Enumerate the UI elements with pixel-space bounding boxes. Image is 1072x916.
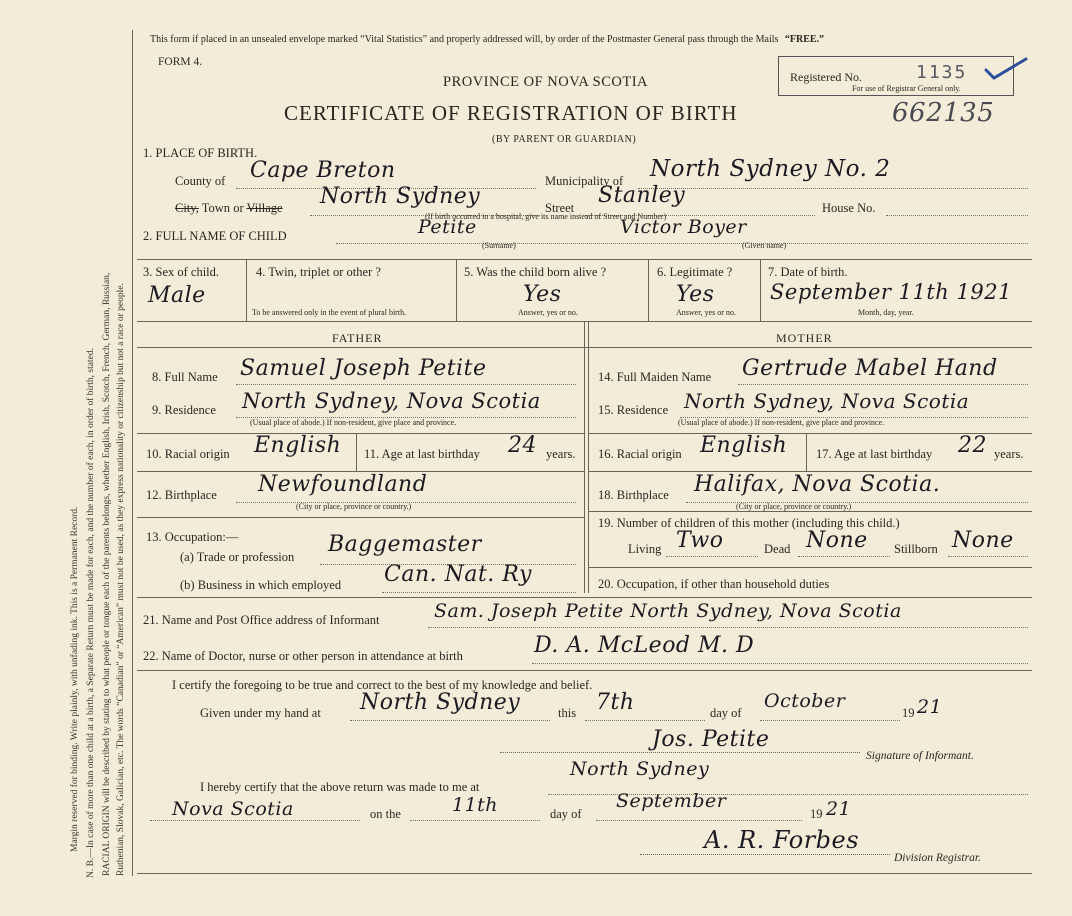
sex-label: 3. Sex of child. [143,265,220,279]
margin-line [132,30,133,876]
dead-label: Dead [764,542,791,556]
signature-label: Signature of Informant. [866,750,974,762]
certify-year: 21 [917,696,943,718]
registrar-place2-line [150,820,360,821]
registrar-month-line [596,820,802,821]
town-value: North Sydney [320,184,481,209]
handwritten-number: 662135 [892,98,995,128]
sex-value: Male [148,283,206,308]
day-of-label: day of [710,706,742,720]
province-heading: PROVINCE OF NOVA SCOTIA [443,74,648,90]
legit-value: Yes [676,282,715,307]
registered-label: Registered No. [790,70,862,84]
informant-value: Sam. Joseph Petite North Sydney, Nova Scotia [434,600,902,622]
doctor-bottom-border [137,670,1032,671]
parents-divider-2 [588,321,589,593]
living-line [666,556,758,557]
mother-age-value: 22 [958,433,987,458]
child-surname: Petite [418,216,477,238]
father-trade-value: Baggemaster [328,532,482,557]
date-label: 7. Date of birth. [768,265,848,279]
mother-birth-label: 18. Birthplace [598,488,669,502]
month-line [760,720,900,721]
row-top-border [137,259,1032,260]
date-note: Month, day, year. [858,308,914,317]
municipality-label: Municipality of [545,174,624,188]
mother-row-border-3 [588,511,1032,512]
given-caption: (Given name) [742,241,787,250]
mother-years-label: years. [994,447,1024,461]
mother-res-label: 15. Residence [598,403,669,417]
father-age-divider [356,433,357,471]
street-label: Street [545,201,575,215]
street-value: Stanley [598,183,686,208]
signature-line [500,752,860,753]
side-note-3: RACIAL ORIGIN will be described by stating to what people or tongue each of the parents belongs, whether English, Irish, Scotch, French, German, Russian, [102,272,112,876]
registrar-year: 21 [826,798,852,820]
father-occ-label: 13. Occupation:— [146,530,239,544]
mail-notice-free: “FREE.” [784,34,825,45]
living-label: Living [628,542,662,556]
child-given-name: Victor Boyer [620,216,747,238]
mother-res-value: North Sydney, Nova Scotia [684,389,970,413]
registrar-day-line [410,820,540,821]
mother-name-line [738,384,1028,385]
registrar-place2: Nova Scotia [172,798,294,820]
hospital-note: (If birth occurred in a hospital, give its name instead of Street and Number) [425,212,667,221]
on-the-label: on the [370,807,401,821]
father-business-line [382,592,576,593]
twin-note: To be answered only in the event of plural birth. [252,308,407,317]
informant-line [428,627,1028,628]
doctor-label: 22. Name of Doctor, nurse or other person in attendance at birth [143,649,463,663]
registrar-day: 11th [452,794,499,816]
father-racial-label: 10. Racial origin [146,447,230,461]
given-line [350,720,550,721]
registered-sublabel: For use of Registrar General only. [852,84,961,93]
mother-children-label: 19. Number of children of this mother (including this child.) [598,516,900,530]
father-name-line [236,384,576,385]
mother-birth-value: Halifax, Nova Scotia. [694,472,941,497]
father-trade-label: (a) Trade or profession [180,550,295,564]
mother-heading: MOTHER [776,331,833,345]
father-business-label: (b) Business in which employed [180,578,342,592]
informant-label: 21. Name and Post Office address of Informant [143,613,380,627]
mail-notice [150,34,824,45]
given-label: Given under my hand at [200,706,321,720]
father-racial-value: English [254,433,342,458]
dead-line [798,556,890,557]
child-name-line [336,243,1028,244]
registered-number: 1135 [916,62,968,83]
parents-bottom-border [137,597,1032,598]
or-label: or [233,201,244,215]
father-res-value: North Sydney, Nova Scotia [242,389,541,413]
father-years-label: years. [546,447,576,461]
father-birth-label: 12. Birthplace [146,488,217,502]
mother-age-label: 17. Age at last birthday [816,447,933,461]
registrar-title: Division Registrar. [894,852,981,864]
alive-label: 5. Was the child born alive ? [464,265,607,279]
house-label: House No. [822,201,876,215]
parents-divider [584,321,585,593]
this-label: this [558,706,577,720]
mother-name-value: Gertrude Mabel Hand [742,356,998,381]
registrar-place: North Sydney [570,758,710,780]
doctor-line [532,663,1028,664]
checkmark-icon [982,56,1030,84]
stillborn-label: Stillborn [894,542,938,556]
informant-signature: Jos. Petite [652,727,770,752]
stillborn-value: None [952,528,1014,553]
father-row-border-3 [137,517,584,518]
father-heading: FATHER [332,331,383,345]
certify-text: I certify the foregoing to be true and correct to the best of my knowledge and belief. [172,678,593,692]
place-section: 1. PLACE OF BIRTH. [143,146,258,160]
county-label: County of [175,174,226,188]
alive-note: Answer, yes or no. [518,308,578,317]
twin-label: 4. Twin, triplet or other ? [256,265,381,279]
town-label: Town [201,201,231,215]
municipality-line [638,188,1028,189]
date-value: September 11th 1921 [770,280,1012,304]
mother-name-label: 14. Full Maiden Name [598,370,712,384]
side-note-1: Margin reserved for binding. Write plainly, with unfading ink. This is a Permanent Record. [70,506,80,852]
registrar-day-of-label: day of [550,807,582,821]
father-res-note: (Usual place of abode.) If non-resident, give place and province. [250,418,457,427]
father-name-value: Samuel Joseph Petite [240,356,487,381]
dead-value: None [806,528,868,553]
side-note-2: N. B.—In case of more than one child at a birth, a Separate Return must be made for each, and the number of each, in order of birth, stated. [86,348,96,878]
living-value: Two [676,528,724,553]
mother-racial-label: 16. Racial origin [598,447,682,461]
child-name-label: 2. FULL NAME OF CHILD [143,229,287,243]
form-number: FORM 4. [158,56,203,68]
father-birth-note: (City or place, province or country.) [296,502,412,511]
father-age-label: 11. Age at last birthday [364,447,480,461]
certificate-subtitle: (BY PARENT OR GUARDIAN) [492,134,637,145]
legit-note: Answer, yes or no. [676,308,736,317]
page-bottom-border [137,873,1032,874]
col-divider-3 [648,259,649,321]
father-res-label: 9. Residence [152,403,216,417]
stillborn-line [948,556,1028,557]
this-line [585,720,705,721]
certify-day: 7th [596,690,635,715]
mother-occ-label: 20. Occupation, if other than household duties [598,577,830,591]
registrar-month: September [616,790,727,812]
certificate-title: CERTIFICATE OF REGISTRATION OF BIRTH [284,101,738,125]
town-label-group [175,201,283,216]
city-label-struck: City, [175,201,199,215]
mother-age-divider [806,433,807,471]
certify-year-prefix: 19 [902,706,915,720]
father-age-value: 24 [508,433,537,458]
village-label-struck: Village [246,201,283,215]
mother-birth-note: (City or place, province or country.) [736,502,852,511]
house-line [886,215,1028,216]
registrar-text: I hereby certify that the above return was made to me at [200,780,480,794]
given-place: North Sydney [360,690,521,715]
father-birth-value: Newfoundland [258,472,428,497]
mail-notice-text: This form if placed in an unsealed envelope marked “Vital Statistics” and properly addressed will, by order of the Postmaster General pass through the Mails [150,34,779,45]
legit-label: 6. Legitimate ? [657,265,733,279]
surname-caption: (Surname) [482,241,516,250]
father-name-label: 8. Full Name [152,370,218,384]
alive-value: Yes [523,282,562,307]
col-divider-4 [760,259,761,321]
county-value: Cape Breton [250,158,396,183]
doctor-value: D. A. McLeod M. D [534,633,755,658]
registrar-signature: A. R. Forbes [704,826,860,854]
mother-racial-value: English [700,433,788,458]
registrar-year-prefix: 19 [810,807,823,821]
registrar-sig-line [640,854,890,855]
side-note-4: Ruthenian, Slovak, Galician, etc. The words “Canadian” or “American” must not be used, as they express nationality or citizenship but not a race or people. [116,283,126,876]
col-divider-2 [456,259,457,321]
municipality-value: North Sydney No. 2 [650,156,891,182]
certify-month: October [764,690,846,712]
father-business-value: Can. Nat. Ry [384,562,532,587]
col-divider-1 [246,259,247,321]
mother-row-border-4 [588,567,1032,568]
mother-res-note: (Usual place of abode.) If non-resident, give place and province. [678,418,885,427]
